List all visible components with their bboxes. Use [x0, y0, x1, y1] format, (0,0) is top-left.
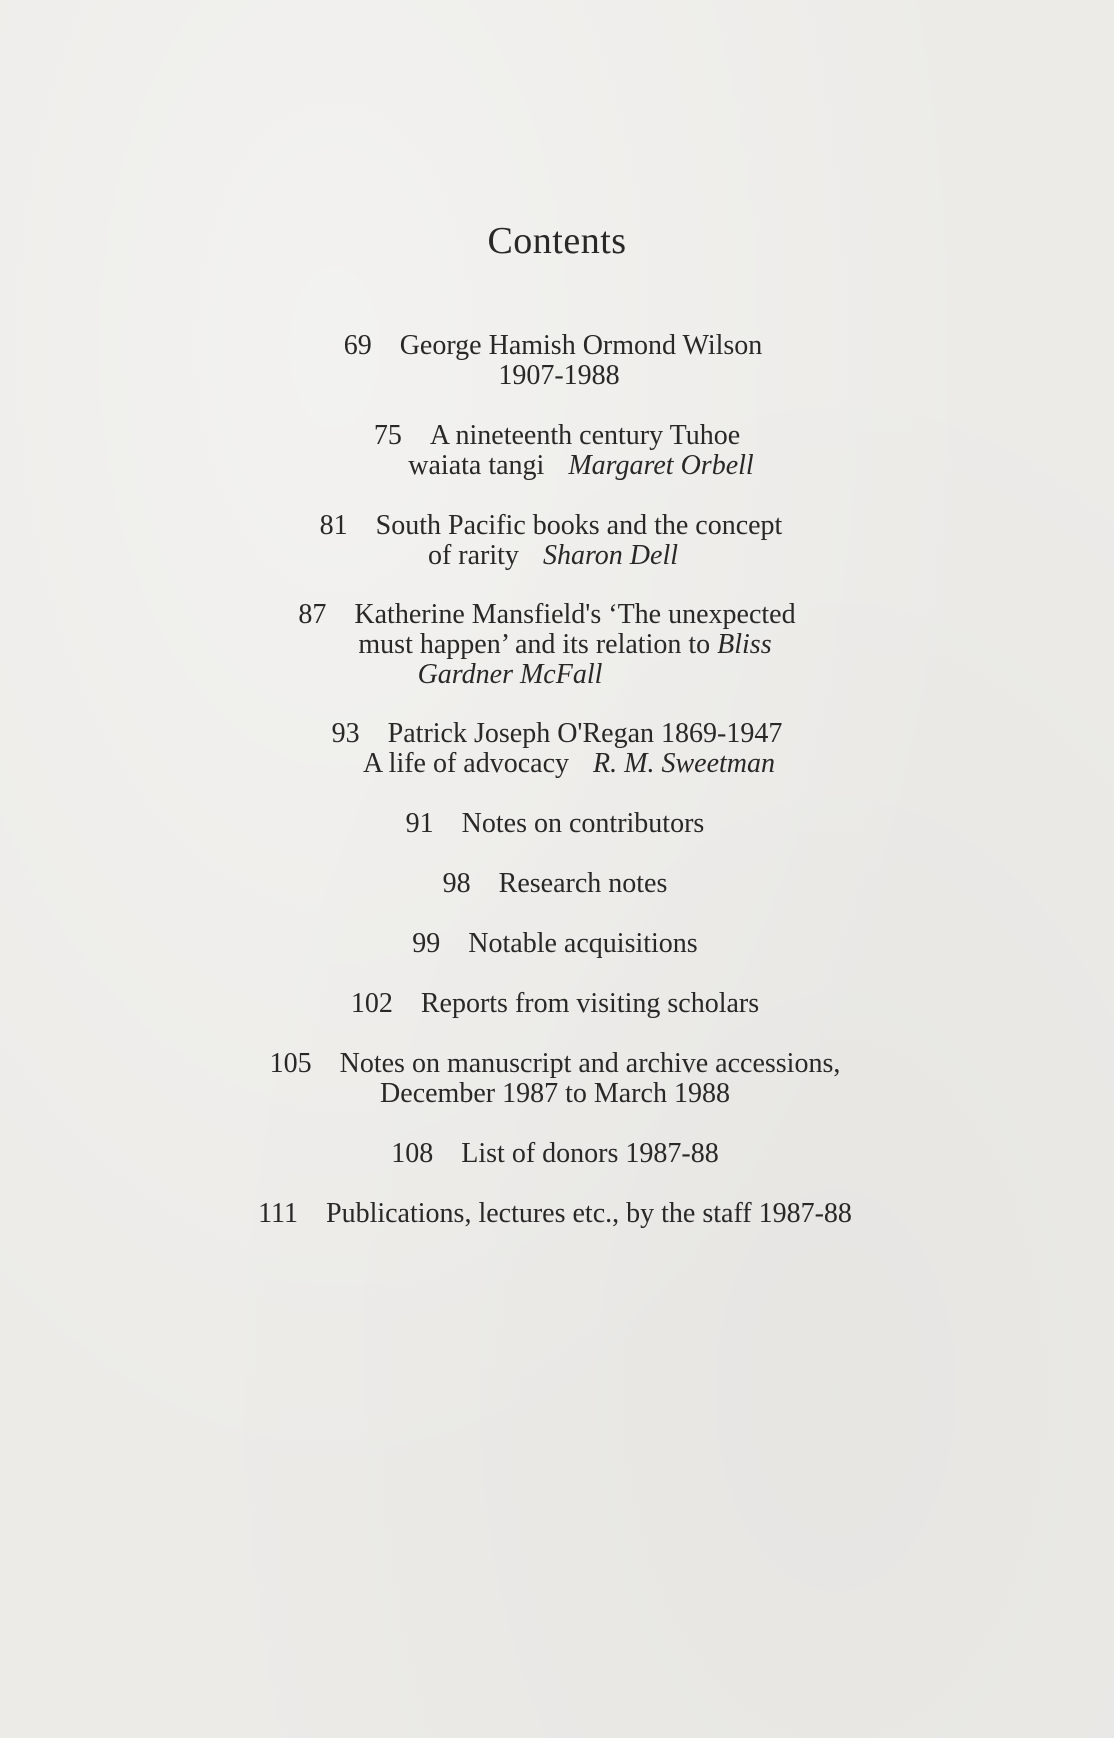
toc-entry-line	[0, 600, 1104, 630]
toc-entry-line	[12, 749, 1114, 779]
toc-entry-line	[0, 511, 1108, 541]
toc-entry-title: Research notes	[498, 868, 668, 899]
toc-page-number: 91	[405, 808, 434, 839]
toc-entry	[0, 1049, 1114, 1109]
toc-entry-title: Publications, lectures etc., by the staff 1987-88	[326, 1198, 852, 1229]
toc-entry	[0, 421, 1114, 481]
toc-entry-line	[24, 451, 1114, 481]
toc-entry-title: Notes on manuscript and archive accessions,	[339, 1048, 841, 1079]
toc-entry-title-cont: of rarity	[427, 540, 519, 571]
toc-entry	[0, 331, 1114, 391]
toc-entry-title: A nineteenth century Tuhoe	[429, 420, 741, 451]
toc-entry-title-cont: must happen’ and its relation to	[358, 629, 711, 660]
toc-entry-title: Reports from visiting scholars	[420, 988, 760, 1019]
toc-entry-line	[0, 1199, 1112, 1229]
toc-entry-line	[2, 361, 1114, 391]
toc-page-number: 99	[412, 928, 441, 959]
toc-entry-line	[0, 989, 1112, 1019]
toc-entry	[0, 869, 1114, 899]
toc-entry	[0, 989, 1114, 1019]
toc-page-number: 87	[298, 599, 327, 630]
toc-entry-line	[0, 719, 1114, 749]
toc-page-number: 93	[331, 718, 360, 749]
toc-entry-title-cont: waiata tangi	[408, 450, 545, 481]
toc-page-number: 108	[391, 1138, 434, 1169]
toc-page-number: 105	[269, 1048, 312, 1079]
toc-entry-title-cont: A life of advocacy	[363, 748, 570, 779]
toc-entry-author: Margaret Orbell	[568, 450, 754, 481]
toc-entry-line	[0, 1049, 1112, 1079]
toc-entry-title: George Hamish Ormond Wilson	[399, 330, 763, 361]
toc-entry	[0, 511, 1114, 571]
toc-entry-line	[0, 660, 1067, 690]
toc-entry-line	[0, 869, 1112, 899]
toc-entry-title-cont: December 1987 to March 1988	[380, 1078, 730, 1109]
toc-page-number: 81	[319, 510, 348, 541]
toc-entry-line	[0, 541, 1110, 571]
toc-entry	[0, 1199, 1114, 1229]
toc-entry-author: Sharon Dell	[542, 540, 679, 571]
toc-page-number: 102	[350, 988, 393, 1019]
toc-entry-title-italic: Bliss	[717, 629, 772, 660]
toc-page-number: 111	[258, 1198, 298, 1229]
toc-page-number: 98	[442, 868, 471, 899]
toc-entry-line	[0, 1079, 1112, 1109]
toc-entry-title: Notable acquisitions	[468, 928, 698, 959]
toc-entry-title-cont: 1907-1988	[498, 360, 620, 391]
toc-page-number: 69	[343, 330, 372, 361]
page-title: Contents	[487, 220, 627, 262]
toc-entry-title: Patrick Joseph O'Regan 1869-1947	[387, 718, 783, 749]
toc-entry-line	[0, 421, 1114, 451]
toc-entry	[0, 809, 1114, 839]
toc-entry-title: Notes on contributors	[461, 808, 705, 839]
toc-entry-line	[0, 809, 1112, 839]
toc-entry-author: Gardner McFall	[417, 659, 603, 690]
toc-entry-line	[0, 1139, 1112, 1169]
toc-entry-line	[0, 929, 1112, 959]
toc-page-number: 75	[373, 420, 402, 451]
toc-entry	[0, 1139, 1114, 1169]
toc-entry	[0, 600, 1114, 690]
toc-entry-title: List of donors 1987-88	[461, 1138, 719, 1169]
toc-entry-line	[0, 331, 1110, 361]
toc-entry-title: Katherine Mansfield's ‘The unexpected	[354, 599, 796, 630]
toc-entry-author: R. M. Sweetman	[593, 748, 775, 779]
toc-entry-title: South Pacific books and the concept	[375, 510, 783, 541]
toc-entry	[0, 929, 1114, 959]
toc-entry	[0, 719, 1114, 779]
toc-entry-line	[8, 630, 1114, 660]
